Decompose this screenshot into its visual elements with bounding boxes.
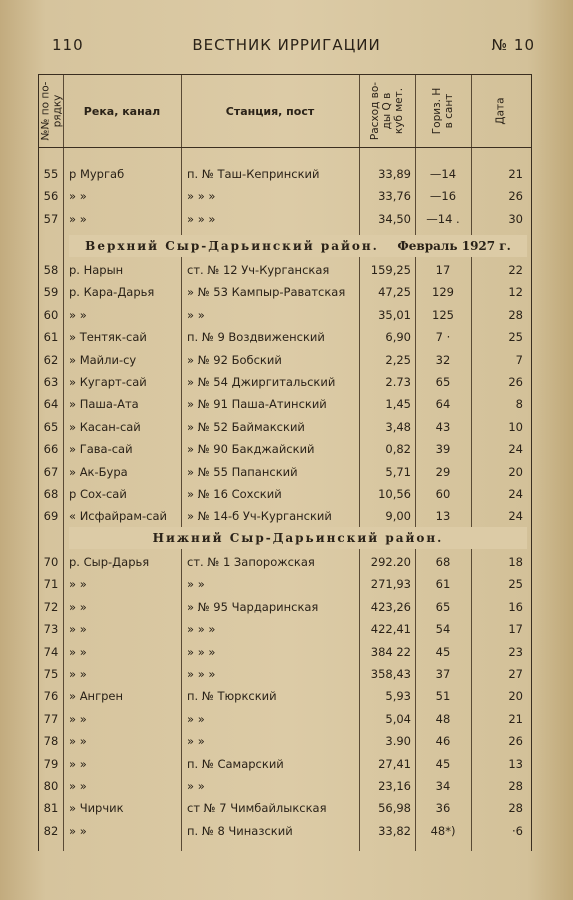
cell-station: ст. № 12 Уч-Курганская [187, 263, 330, 277]
cell-station: » № 90 Бакджайский [187, 442, 315, 457]
cell-level: 48*) [430, 823, 456, 838]
cell-station: » » [187, 307, 205, 322]
cell-flow: 47,25 [378, 285, 411, 300]
cell-station: » » » [187, 622, 216, 637]
cell-num: 69 [43, 509, 59, 524]
header-station: Станция, пост [225, 104, 315, 118]
cell-river: » » [69, 189, 87, 204]
cell-river: » Касан-сай [69, 419, 141, 434]
cell-station: » № 52 Баймакский [187, 419, 305, 434]
cell-station: » » » [187, 644, 216, 659]
cell-level: 65 [435, 375, 451, 389]
cell-river: » » [69, 823, 87, 838]
cell-date: 17 [508, 622, 523, 637]
table-row [39, 618, 531, 640]
cell-level: 32 [435, 352, 451, 367]
cell-flow: 10,56 [378, 487, 411, 501]
cell-river: р. Нарын [69, 263, 124, 277]
cell-flow: 5,93 [385, 689, 411, 704]
section-date: Февраль 1927 г. [397, 239, 511, 253]
cell-river: » » [69, 779, 87, 793]
cell-level: 17 [435, 263, 451, 277]
cell-level: 37 [435, 667, 451, 681]
table-row [39, 393, 531, 415]
cell-date: 25 [508, 330, 523, 345]
cell-station: » » » [187, 189, 216, 204]
cell-level: 64 [435, 397, 451, 412]
cell-station: » » [187, 734, 205, 749]
cell-date: 24 [508, 442, 523, 457]
cell-flow: 423,26 [370, 599, 411, 614]
table-row [39, 775, 531, 797]
cell-level: 39 [435, 442, 451, 457]
cell-date: 20 [508, 464, 523, 479]
cell-num: 68 [43, 487, 59, 501]
cell-station: ст. № 1 Запорожская [187, 555, 315, 569]
cell-date: 18 [508, 555, 523, 569]
cell-river: » Гава-сай [69, 442, 133, 457]
cell-river: р Сох-сай [69, 487, 127, 501]
cell-num: 61 [43, 330, 59, 345]
cell-level: —14 [429, 167, 457, 181]
cell-station: п. № 8 Чиназский [187, 823, 293, 838]
cell-station: » № 54 Джиргитальский [187, 375, 336, 389]
cell-num: 63 [43, 375, 59, 389]
cell-flow: 5,71 [385, 464, 411, 479]
cell-level: 51 [435, 689, 451, 704]
cell-river: р. Сыр-Дарья [69, 555, 150, 569]
cell-num: 75 [43, 667, 59, 681]
header-river: Река, канал [83, 104, 161, 118]
header-num: №№ по по- рядку [39, 81, 64, 141]
cell-level: 68 [435, 555, 451, 569]
cell-flow: 292.20 [370, 555, 411, 569]
cell-flow: 2,25 [385, 352, 411, 367]
cell-flow: 6,90 [385, 330, 411, 345]
cell-level: 48 [435, 711, 451, 726]
cell-num: 65 [43, 419, 59, 434]
cell-station: » № 55 Папанский [187, 464, 298, 479]
cell-river: « Исфайрам-сай [69, 509, 167, 524]
cell-num: 58 [43, 263, 59, 277]
cell-river: » » [69, 211, 87, 226]
cell-river: » Ак-Бура [69, 464, 128, 479]
cell-level: 46 [435, 734, 451, 749]
cell-flow: 384 22 [370, 644, 411, 659]
section-title: Верхний Сыр-Дарьинский район. [85, 239, 379, 253]
cell-date: 28 [508, 801, 523, 816]
cell-station: п. № Самарский [187, 756, 284, 771]
cell-flow: 33,76 [378, 189, 411, 204]
cell-level: 34 [435, 779, 451, 793]
table-row [39, 483, 531, 505]
cell-date: 22 [508, 263, 523, 277]
cell-level: 125 [432, 307, 454, 322]
cell-flow: 33,89 [378, 167, 411, 181]
cell-num: 79 [43, 756, 59, 771]
cell-station: » № 95 Чардаринская [187, 599, 319, 614]
cell-num: 62 [43, 352, 59, 367]
cell-river: » » [69, 307, 87, 322]
cell-river: » » [69, 756, 87, 771]
cell-flow: 23,16 [378, 779, 411, 793]
cell-level: 45 [435, 644, 451, 659]
table-row [39, 596, 531, 618]
cell-date: 23 [508, 644, 523, 659]
cell-date: 26 [508, 375, 523, 389]
cell-flow: 34,50 [378, 211, 411, 226]
cell-date: 25 [508, 577, 523, 592]
table-row [39, 208, 531, 230]
cell-date: 20 [508, 689, 523, 704]
cell-station: » № 16 Сохский [187, 487, 282, 501]
cell-flow: 2.73 [385, 375, 411, 389]
cell-level: 13 [435, 509, 451, 524]
cell-num: 60 [43, 307, 59, 322]
cell-date: 27 [508, 667, 523, 681]
cell-level: 129 [432, 285, 454, 300]
cell-level: 61 [435, 577, 451, 592]
cell-num: 64 [43, 397, 59, 412]
cell-station: » № 14-б Уч-Курганский [187, 509, 332, 524]
table-row [39, 416, 531, 438]
cell-date: 8 [515, 397, 523, 412]
cell-level: 7 · [435, 330, 451, 345]
cell-level: —14 . [426, 211, 460, 226]
table-row [39, 163, 531, 185]
header-flow: Расход во- ды Q в куб мет. [369, 81, 405, 141]
table-row [39, 797, 531, 819]
table-row [39, 185, 531, 207]
cell-station: п. № Таш-Кепринский [187, 167, 320, 181]
cell-num: 76 [43, 689, 59, 704]
cell-flow: 422,41 [370, 622, 411, 637]
cell-station: п. № Тюркский [187, 689, 277, 704]
cell-river: » Чирчик [69, 801, 124, 816]
cell-date: 21 [508, 711, 523, 726]
cell-num: 59 [43, 285, 59, 300]
cell-flow: 5,04 [385, 711, 411, 726]
cell-date: 26 [508, 734, 523, 749]
cell-level: 45 [435, 756, 451, 771]
table-row [39, 505, 531, 527]
cell-num: 71 [43, 577, 59, 592]
cell-river: » » [69, 577, 87, 592]
cell-station: » » [187, 779, 205, 793]
section-upper-syr-darya [69, 235, 527, 257]
cell-date: 24 [508, 509, 523, 524]
table-row [39, 753, 531, 775]
cell-river: р. Кара-Дарья [69, 285, 155, 300]
cell-date: 12 [508, 285, 523, 300]
cell-level: 29 [435, 464, 451, 479]
cell-num: 67 [43, 464, 59, 479]
cell-level: 60 [435, 487, 451, 501]
cell-station: » № 53 Кампыр-Раватская [187, 285, 346, 300]
cell-flow: 27,41 [378, 756, 411, 771]
header-level: Гориз. Н в сант [430, 87, 455, 135]
table-row [39, 259, 531, 281]
cell-date: 26 [508, 189, 523, 204]
cell-flow: 33,82 [378, 823, 411, 838]
cell-river: » Тентяк-сай [69, 330, 147, 345]
cell-num: 78 [43, 734, 59, 749]
cell-num: 57 [43, 211, 59, 226]
cell-date: ·6 [512, 823, 523, 838]
cell-num: 80 [43, 779, 59, 793]
cell-date: 7 [515, 352, 523, 367]
section-title: Нижний Сыр-Дарьинский район. [152, 531, 444, 545]
cell-station: » » [187, 711, 205, 726]
cell-river: » » [69, 599, 87, 614]
cell-river: » » [69, 734, 87, 749]
cell-flow: 358,43 [370, 667, 411, 681]
cell-river: » Ангрен [69, 689, 124, 704]
cell-num: 66 [43, 442, 59, 457]
table-row [39, 281, 531, 303]
cell-num: 77 [43, 711, 59, 726]
table-row [39, 326, 531, 348]
cell-station: » » » [187, 211, 216, 226]
table-row [39, 685, 531, 707]
cell-flow: 1,45 [385, 397, 411, 412]
cell-level: 43 [435, 419, 451, 434]
cell-level: 54 [435, 622, 451, 637]
cell-flow: 271,93 [370, 577, 411, 592]
cell-station: » № 92 Бобский [187, 352, 282, 367]
cell-river: » Майли-су [69, 352, 137, 367]
cell-river: » » [69, 667, 87, 681]
cell-flow: 159,25 [370, 263, 411, 277]
cell-num: 73 [43, 622, 59, 637]
cell-flow: 3.90 [385, 734, 411, 749]
cell-level: —16 [429, 189, 457, 204]
cell-river: » » [69, 622, 87, 637]
table-row [39, 573, 531, 595]
section-lower-syr-darya [69, 527, 527, 549]
header-date: Дата [494, 97, 507, 125]
cell-num: 55 [43, 167, 59, 181]
table-row [39, 730, 531, 752]
cell-date: 24 [508, 487, 523, 501]
cell-river: » Кугарт-сай [69, 375, 147, 389]
data-table [38, 74, 532, 851]
cell-station: » » [187, 577, 205, 592]
table-row [39, 551, 531, 573]
cell-flow: 35,01 [378, 307, 411, 322]
cell-station: » № 91 Паша-Атинский [187, 397, 327, 412]
cell-date: 13 [508, 756, 523, 771]
cell-num: 82 [43, 823, 59, 838]
cell-date: 10 [508, 419, 523, 434]
cell-num: 74 [43, 644, 59, 659]
issue-number: № 10 [491, 36, 535, 54]
cell-date: 28 [508, 307, 523, 322]
table-row [39, 349, 531, 371]
cell-num: 81 [43, 801, 59, 816]
table-row [39, 641, 531, 663]
cell-station: ст № 7 Чимбайлыкская [187, 801, 327, 816]
cell-level: 36 [435, 801, 451, 816]
cell-level: 65 [435, 599, 451, 614]
cell-flow: 0,82 [385, 442, 411, 457]
table-row [39, 708, 531, 730]
table-row [39, 663, 531, 685]
cell-station: » » » [187, 667, 216, 681]
journal-title: ВЕСТНИК ИРРИГАЦИИ [192, 36, 381, 54]
cell-flow: 56,98 [378, 801, 411, 816]
cell-num: 70 [43, 555, 59, 569]
cell-river: » » [69, 644, 87, 659]
cell-date: 21 [508, 167, 523, 181]
table-row [39, 820, 531, 842]
cell-station: п. № 9 Воздвиженский [187, 330, 325, 345]
cell-date: 28 [508, 779, 523, 793]
cell-flow: 9,00 [385, 509, 411, 524]
cell-num: 72 [43, 599, 59, 614]
cell-flow: 3,48 [385, 419, 411, 434]
page-number: 110 [52, 36, 84, 54]
table-row [39, 461, 531, 483]
page-header [38, 36, 535, 58]
table-row [39, 438, 531, 460]
cell-river: » Паша-Ата [69, 397, 139, 412]
cell-river: р Мургаб [69, 167, 125, 181]
table-header [39, 75, 531, 148]
table-row [39, 304, 531, 326]
cell-date: 30 [508, 211, 523, 226]
table-row [39, 371, 531, 393]
cell-river: » » [69, 711, 87, 726]
cell-date: 16 [508, 599, 523, 614]
cell-num: 56 [43, 189, 59, 204]
